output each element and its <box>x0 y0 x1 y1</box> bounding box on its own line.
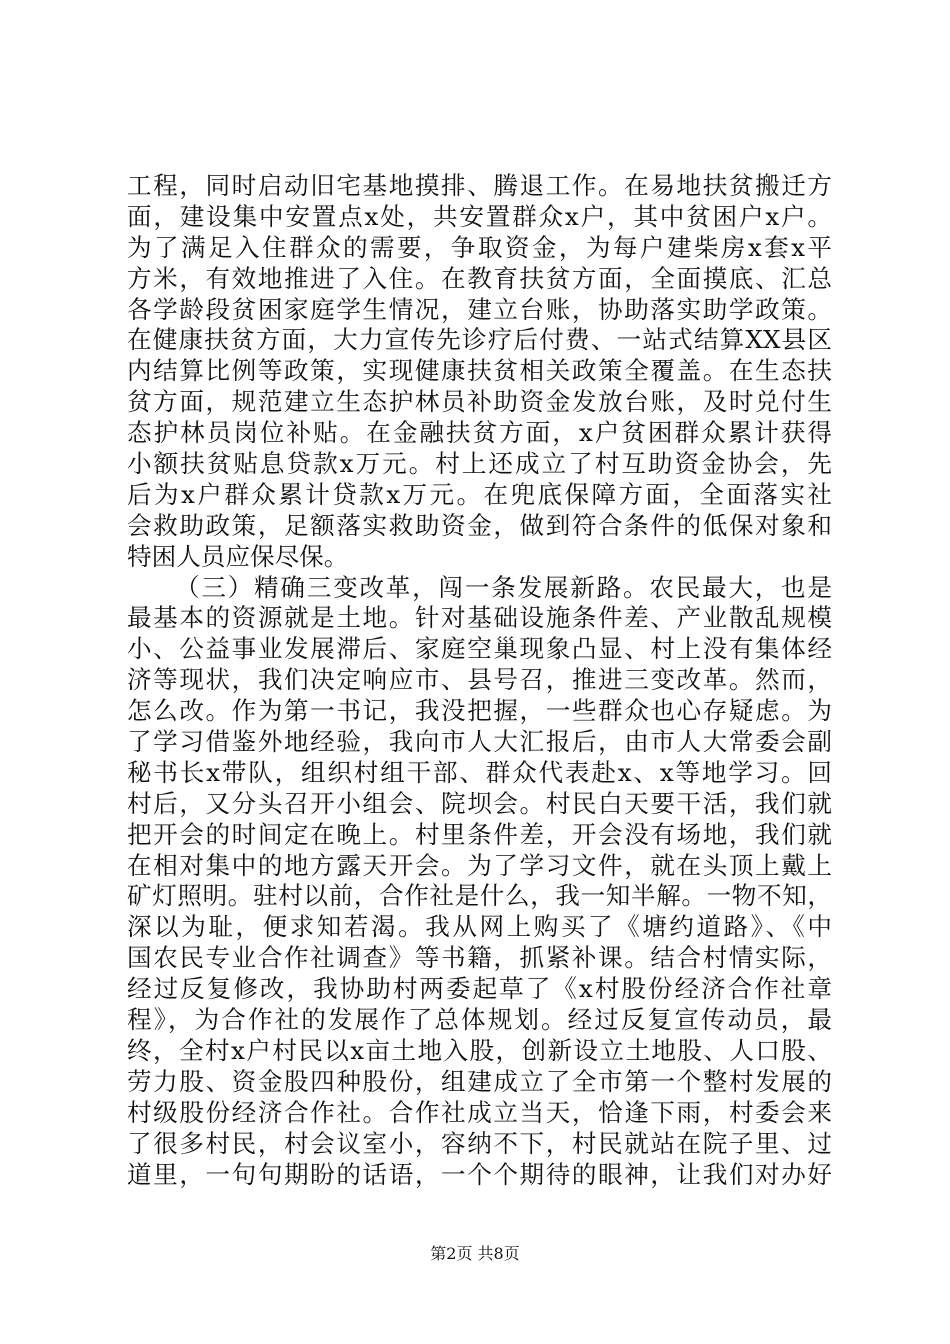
text-line: 会救助政策，足额落实救助资金，做到符合条件的低保对象和 <box>127 510 832 540</box>
text-line: 济等现状，我们决定响应市、县号召，推进三变改革。然而， <box>127 665 832 695</box>
text-line: 特困人员应保尽保。 <box>127 541 349 571</box>
text-line: 劳力股、资金股四种股份，组建成立了全市第一个整村发展的 <box>127 1066 832 1096</box>
text-line: 村后，又分头召开小组会、院坝会。村民白天要干活，我们就 <box>127 788 832 818</box>
text-line: 终，全村x户村民以x亩土地入股，创新设立土地股、人口股、 <box>127 1035 832 1065</box>
text-line: 态护林员岗位补贴。在金融扶贫方面，x户贫困群众累计获得 <box>127 418 832 448</box>
text-line: 了学习借鉴外地经验，我向市人大汇报后，由市人大常委会副 <box>127 727 832 757</box>
document-body <box>127 171 832 1190</box>
text-line: 程》，为合作社的发展作了总体规划。经过反复宣传动员，最 <box>127 1005 832 1035</box>
text-line: 在健康扶贫方面，大力宣传先诊疗后付费、一站式结算XX县区 <box>127 325 832 355</box>
text-line: 经过反复修改，我协助村两委起草了《x村股份经济合作社章 <box>127 974 832 1004</box>
text-line: 国农民专业合作社调查》等书籍，抓紧补课。结合村情实际， <box>127 943 832 973</box>
text-line: 道里，一句句期盼的话语，一个个期待的眼神，让我们对办好 <box>127 1159 832 1189</box>
text-line: 各学龄段贫困家庭学生情况，建立台账，协助落实助学政策。 <box>127 294 832 324</box>
text-line: 内结算比例等政策，实现健康扶贫相关政策全覆盖。在生态扶 <box>127 356 832 386</box>
text-line: 小额扶贫贴息贷款x万元。村上还成立了村互助资金协会，先 <box>127 449 832 479</box>
text-line: 工程，同时启动旧宅基地摸排、腾退工作。在易地扶贫搬迁方 <box>127 171 832 200</box>
text-line: 村级股份经济合作社。合作社成立当天，恰逢下雨，村委会来 <box>127 1097 832 1127</box>
text-line: 矿灯照明。驻村以前，合作社是什么，我一知半解。一物不知， <box>127 881 832 911</box>
text-line: （三）精确三变改革，闯一条发展新路。农民最大，也是 <box>175 572 832 602</box>
text-line: 后为x户群众累计贷款x万元。在兜底保障方面，全面落实社 <box>127 479 832 509</box>
text-line: 为了满足入住群众的需要，争取资金，为每户建柴房x套x平 <box>127 232 832 262</box>
text-line: 秘书长x带队，组织村组干部、群众代表赴x、x等地学习。回 <box>127 757 832 787</box>
text-line: 怎么改。作为第一书记，我没把握，一些群众也心存疑虑。为 <box>127 696 832 726</box>
text-line: 小、公益事业发展滞后、家庭空巢现象凸显、村上没有集体经 <box>127 634 832 664</box>
text-line: 贫方面，规范建立生态护林员补助资金发放台账，及时兑付生 <box>127 387 832 417</box>
text-line: 在相对集中的地方露天开会。为了学习文件，就在头顶上戴上 <box>127 850 832 880</box>
text-line: 深以为耻，便求知若渴。我从网上购买了《塘约道路》、《中 <box>127 912 832 942</box>
text-line: 最基本的资源就是土地。针对基础设施条件差、产业散乱规模 <box>127 603 832 633</box>
page-footer: 第2页 共8页 <box>430 1244 520 1263</box>
text-line: 方米，有效地推进了入住。在教育扶贫方面，全面摸底、汇总 <box>127 263 832 293</box>
text-line: 面，建设集中安置点x处，共安置群众x户，其中贫困户x户。 <box>127 201 832 231</box>
text-line: 了很多村民，村会议室小，容纳不下，村民就站在院子里、过 <box>127 1128 832 1158</box>
text-line: 把开会的时间定在晚上。村里条件差，开会没有场地，我们就 <box>127 819 832 849</box>
